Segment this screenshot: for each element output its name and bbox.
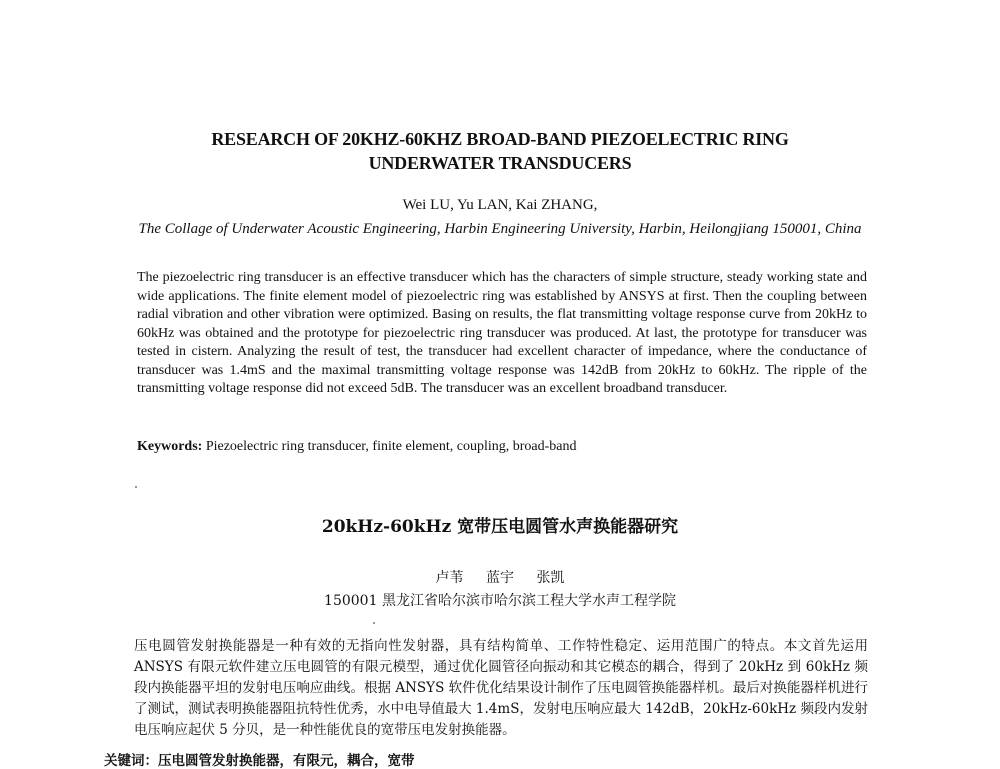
- chinese-title: 20kHz-60kHz 宽带压电圆管水声换能器研究: [321, 517, 679, 537]
- affiliation: The Collage of Underwater Acoustic Engineering, Harbin Engineering University, Harbin, Heilongjiang 150001, China: [138, 221, 862, 237]
- keywords-text: Piezoelectric ring transducer, finite element, coupling, broad-band: [205, 439, 577, 454]
- chinese-authors: [0, 567, 1000, 587]
- abstract: The piezoelectric ring transducer is an effective transducer which has the characters of simple structure, steady working state and wide applications. The finite element model of piezoelectric ring was established by ANSYS at first. Then the coupling between radial vibration and other vibration were optimized. Basing on results, the flat transmitting voltage response curve from 20kHz to 60kHz was obtained and the prototype for piezoelectric ring transducer was produced. At last, the prototype for transducer was tested in cistern. Analyzing the result of test, the transducer had excellent character of impedance, where the conductance of transducer was 1.4mS and the maximal transmitting voltage response was 142dB from 20kHz to 60kHz. The ripple of the transmitting voltage response did not exceed 5dB. The transducer was an excellent broadband transducer.: [137, 270, 867, 396]
- paper-title: [150, 127, 850, 175]
- keywords-label: Keywords:: [137, 439, 203, 454]
- chinese-affiliation: 150001 黑龙江省哈尔滨市哈尔滨工程大学水声工程学院: [324, 593, 676, 609]
- keywords: [137, 439, 867, 455]
- chinese-author-1: 卢苇: [435, 570, 464, 586]
- chinese-abstract: 压电圆管发射换能器是一种有效的无指向性发射器，具有结构简单、工作特性稳定、运用范围广的特点。本文首先运用 ANSYS 有限元软件建立压电圆管的有限元模型，通过优化圆管径向振动和其它模态的耦合，得到了 20kHz 到 60kHz 频段内换能器平坦的发射电压响应曲线。根据 ANSYS 软件优化结果设计制作了压电圆管换能器样机。最后对换能器样机进行了测试，测试表明换能器阻抗特性优秀，水中电导值最大 1.4mS，发射电压响应最大 142dB，20kHz-60kHz 频段内发射电压响应起伏 5 分贝，是一种性能优良的宽带压电发射换能器。: [134, 638, 868, 738]
- authors: Wei LU, Yu LAN, Kai ZHANG,: [402, 197, 598, 213]
- chinese-keywords: 关键词：压电圆管发射换能器，有限元，耦合，宽带: [104, 753, 415, 769]
- chinese-author-2: 蓝宇: [486, 570, 514, 586]
- scan-speck: [373, 622, 375, 624]
- chinese-author-3: 张凯: [536, 570, 565, 586]
- title-line-1: RESEARCH OF 20KHZ-60KHZ BROAD-BAND PIEZOELECTRIC RING: [211, 129, 789, 149]
- title-line-2: UNDERWATER TRANSDUCERS: [368, 153, 632, 173]
- scan-speck: [135, 486, 137, 488]
